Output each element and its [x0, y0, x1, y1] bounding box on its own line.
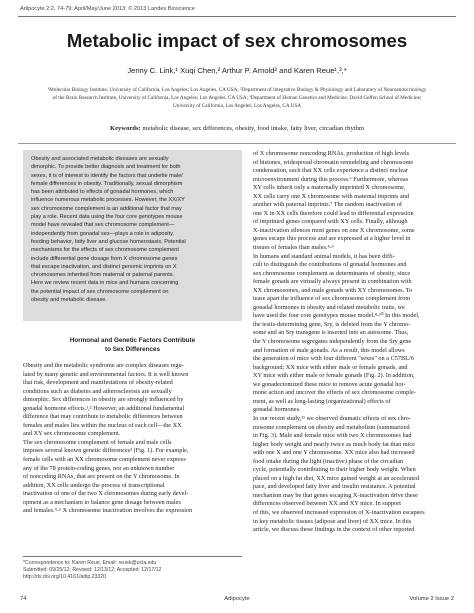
body-text-line: any of the 78 protein-coding genes, nor an unknown number	[23, 464, 175, 472]
body-text-line: cult to distinguish the contributions of gonadal hormones and	[253, 261, 407, 269]
body-text-line: one X in XX cells therefore could lead to differential expression	[253, 209, 414, 217]
correspondence-line: http://dx.doi.org/10.4161/adip.23320	[23, 574, 107, 581]
section-heading-line: Hormonal and Genetic Factors Contribute	[69, 337, 196, 344]
abstract-line: play a role. Recent data using the four core genotypes mouse	[31, 214, 183, 221]
body-text-line: some and an Sry transgene is inserted into an autosome. Thus,	[253, 329, 409, 337]
body-text-line: opment as a mechanism to balance gene dosage between males	[23, 498, 181, 506]
affiliation-line: University of California, Los Angeles; Los Angeles, CA USA	[173, 103, 301, 110]
journal-name: Adipocyte	[224, 596, 250, 602]
body-text-line: XX chromosomes, and male gonads with XY chromosomes. To	[253, 286, 413, 294]
body-text-line: cycle, potentially contributing to their higher body weight. When	[253, 466, 416, 474]
keywords-label: Keywords:	[109, 125, 141, 132]
body-text-line: of imprinted genes compared with XY cells. Finally, although	[253, 218, 408, 226]
body-text-line: background; XX mice with either male or female gonads, and	[253, 363, 408, 371]
right-column-body	[253, 150, 453, 535]
body-text-line: XX cells carry one X chromosome with maternal imprints and	[253, 192, 410, 200]
abstract-line: feeding behavior, fatty liver and glucose homeostasis. Potential	[31, 238, 186, 245]
abstract-line: obesity and metabolic disease.	[31, 297, 107, 304]
page-footer	[20, 596, 454, 604]
abstract-line: influence numerous metabolic processes. However, the XX/XY	[31, 197, 185, 204]
body-text-line: another with paternal imprints.⁷ The random inactivation of	[253, 201, 402, 209]
article-authors: Jenny C. Link,¹ Xuqi Chen,² Arthur P. Arnold² and Karen Reue¹,³,*	[127, 66, 347, 75]
affiliation-line: ¹Molecular Biology Institute, University of California, Los Angeles; Los Angeles, CA USA; ²Department of Integrative Biology & Physiology and Laboratory of Neuroendocrinology	[47, 87, 427, 93]
affiliations	[30, 86, 444, 111]
correspondence-line: Submitted: 09/25/12; Revised: 12/13/12; Accepted: 12/17/12	[23, 567, 162, 574]
abstract-line: sex chromosome complement is an additional factor that may	[31, 205, 182, 212]
body-text-line: In our recent study,¹¹ we observed dramatic effects of sex chro-	[253, 414, 411, 422]
abstract-line: sexes, it is of interest to identify the factors that underlie male/	[31, 172, 183, 179]
body-text-line: XY cells inherit only a maternally imprinted X chromosome,	[253, 184, 406, 192]
body-text-line: in Fig. 3). Male and female mice with two X chromosomes had	[253, 432, 412, 440]
body-text-line: genes escape this process and are expressed at a higher level in	[253, 235, 411, 243]
body-text-line: the generation of mice with four different "sexes" on a C57BL/6	[253, 355, 414, 363]
body-text-line: we gonadectomized these mice to remove acute gonadal hor-	[253, 380, 406, 388]
abstract-line: Here we review recent data in mice and humans concerning	[31, 280, 179, 287]
body-text-line: conditions such as diabetes and atherosclerosis are sexually	[23, 387, 172, 395]
body-text-line: with one X and one Y chromosome. XX mice also had increased	[253, 449, 415, 457]
body-text-line: in key metabolic tissues (adipose and liver) of XX mice. In this	[253, 517, 412, 525]
body-text-line: gonadal hormones in obesity and related metabolic traits, we	[253, 303, 405, 311]
body-text-line: differences observed between XX and XY mice. In support	[253, 500, 402, 508]
body-text-line: XY mice with either male or female gonads (Fig. 2). In addition,	[253, 372, 415, 380]
abstract-line: independently from gonadal sex—plays a role in adiposity,	[31, 230, 174, 237]
body-text-line: imposes several known genetic differences³ (Fig. 1). For example,	[23, 447, 189, 455]
correspondence-line: *Correspondence to: Karen Reue; Email: reuek@ucla.edu	[23, 560, 157, 566]
body-text-line: have used the four core genotypes mouse model.⁸-¹⁰ In this model,	[253, 312, 420, 320]
body-text-line: higher body weight and nearly twice as much body fat than mice	[253, 440, 415, 448]
body-text-line: and females.⁴-⁶ X chromosome inactivation involves the expression	[23, 507, 193, 515]
left-column-body	[23, 362, 242, 516]
body-text-line: placed on a high fat diet, XX mice gained weight at an accelerated	[253, 474, 420, 482]
volume-issue: Volume 2 Issue 2	[409, 596, 454, 602]
correspondence-note	[23, 556, 242, 582]
abstract-box	[23, 150, 242, 321]
body-text-line: addition, XX cells undergo the process of transcriptional	[23, 481, 165, 489]
body-text-line: gonadal hormones.	[253, 406, 301, 414]
body-text-line: females and males lies within the nucleus of each cell—the XX	[23, 421, 182, 429]
body-text-line: the testis-determining gene, Sry, is deleted from the Y chromo-	[253, 320, 411, 328]
body-text-line: of X chromosome noncoding RNAs, production of high levels	[253, 150, 410, 157]
body-text-line: and formation of male gonads. As a result, this model allows	[253, 346, 405, 354]
body-text-line: pace, and developed fatty liver and insulin resistance. A potential	[253, 483, 416, 491]
body-text-line: and XY sex chromosome complement.	[23, 430, 121, 438]
article-title: Metabolic impact of sex chromosomes	[66, 30, 408, 51]
keywords-list: metabolic disease, sex differences, obesity, food intake, fatty liver, circadian rhythm	[142, 125, 365, 132]
abstract-line: Obesity and associated metabolic diseases are sexually	[31, 156, 169, 162]
abstract-line: that escape inactivation, and distinct genomic imprints on X	[31, 263, 177, 270]
section-heading	[23, 337, 242, 354]
body-text-line: that risk, development and manifestations of obesity-related	[23, 379, 173, 387]
body-text-line: gonadal hormone effects.¹,² However, an additional fundamental	[23, 404, 185, 412]
body-text-line: condensation, such that XX cells experience a distinct nuclear	[253, 167, 408, 175]
keywords	[0, 125, 474, 132]
abstract-line: include differential gene dosage from X chromosome genes	[31, 255, 178, 262]
body-text-line: sex chromosome complement as determinants of obesity, since	[253, 269, 411, 277]
affiliation-line: of the Brain Research Institute, University of California, Los Angeles; Los Angeles, CA USA; ³Department of Human Genetics and Medicine; David Geffen School of Medicine;	[52, 95, 422, 102]
body-text-line: In humans and standard animal models, it has been diffi-	[253, 252, 395, 260]
body-text-line: mosome complement on obesity and metabolism (summarized	[253, 423, 410, 431]
abstract-line: mechanisms for the effects of sex chromosome complement	[31, 247, 179, 254]
body-text-line: ment, as well as long-lasting (organizational) effects of	[253, 397, 391, 405]
running-header-citation: Adipocyte 2:2, 74-79; April/May/June 2013; © 2013 Landes Bioscience	[20, 6, 195, 12]
body-text-line: tissues of females than males.⁴-⁶	[253, 244, 334, 252]
body-text-line: of histones, widespread chromatin remodeling and chromosome	[253, 158, 414, 166]
body-text-line: X-inactivation silences most genes on one X chromosome, some	[253, 226, 415, 234]
body-text-line: microenvironment during this process.⁶ Furthermore, whereas	[253, 175, 409, 183]
abstract-line: female differences in obesity. Traditionally, sexual dimorphism	[31, 180, 183, 187]
body-text-line: food intake during the light (inactive) phase of the circadian	[253, 457, 404, 465]
body-text-line: female gonads are virtually always present in combination with	[253, 278, 412, 286]
abstract-line: dimorphic. To provide better diagnosis and treatment for both	[31, 164, 181, 171]
abstract-line: has been attributed to effects of gonadal hormones, which	[31, 189, 174, 196]
body-text-line: Obesity and the metabolic syndrome are complex diseases regu-	[23, 362, 184, 369]
body-text-line: mone action and uncover the effects of sex chromosome comple-	[253, 389, 416, 397]
page-number: 74	[20, 596, 27, 602]
keywords-rule	[18, 143, 456, 144]
body-text-line: inactivation of one of the two X chromosomes during early devel-	[23, 490, 189, 498]
body-text-line: difference that may contribute to metabolic differences between	[23, 413, 183, 421]
abstract-line: chromosomes inherited from maternal or paternal parents.	[31, 272, 175, 279]
abstract-line: model have revealed that sex chromosome complement—	[31, 222, 175, 229]
body-text-line: article, we discuss these findings in the context of other reported	[253, 526, 415, 534]
body-text-line: the Y chromosome segregates independently from the Sry gene	[253, 338, 412, 346]
body-text-line: mechanism may be that genes escaping X-inactivation drive these	[253, 491, 418, 499]
header-rule	[18, 16, 456, 17]
body-text-line: female cells with an XX chromosome complement never express	[23, 456, 186, 464]
body-text-line: of this, we observed increased expression of X-inactivation escapees	[253, 508, 425, 516]
body-text-line: The sex chromosome complement of female and male cells	[23, 438, 172, 446]
body-text-line: tease apart the influence of sex chromosome complement from	[253, 295, 411, 303]
body-text-line: of noncoding RNAs, that are present on the Y chromosome. In	[23, 473, 180, 481]
section-heading-line: to Sex Differences	[105, 345, 160, 353]
body-text-line: lated by many genetic and environmental factors. It is well known	[23, 370, 189, 378]
abstract-line: the potential impact of sex chromosome complement on	[31, 288, 169, 295]
body-text-line: dimorphic. Sex differences in obesity are strongly influenced by	[23, 396, 184, 404]
